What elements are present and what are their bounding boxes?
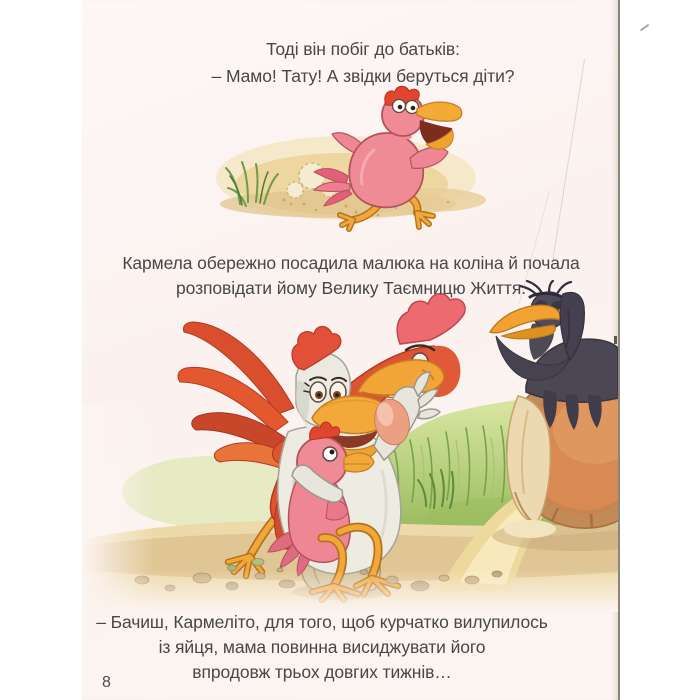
story-line: Кармела обережно посадила малюка на коліна й почала (122, 253, 580, 273)
bottom-fade (82, 570, 618, 612)
rooster-comb (397, 294, 465, 344)
book-page (82, 0, 620, 700)
running-chick-svg (196, 84, 498, 234)
story-paragraph-bottom (54, 610, 590, 685)
illustration-running-chick (196, 84, 498, 234)
story-line: – Мамо! Тату! А звідки беруться діти? (211, 66, 515, 86)
chick-beak-upper (417, 102, 462, 121)
story-line: Тоді він побіг до батьків: (266, 39, 460, 59)
page-number: 8 (102, 674, 111, 691)
page-edge-mark (614, 336, 617, 344)
story-line: впродовж трьох довгих тижнів… (192, 662, 452, 682)
hen-family-svg (82, 280, 618, 612)
story-paragraph-middle (83, 251, 619, 301)
lap-chick-eye (323, 447, 337, 461)
story-line: розповідати йому Велику Таємницю Життя. (176, 278, 526, 298)
chick-body (349, 133, 423, 207)
story-paragraph-top (95, 36, 631, 90)
story-line: із яйця, мама повинна висиджувати його (158, 637, 486, 657)
story-line: – Бачиш, Кармеліто, для того, щоб курчатко вилупилось (96, 612, 548, 632)
scanner-speck-artifact (640, 23, 649, 39)
illustration-hen-family (82, 280, 618, 612)
